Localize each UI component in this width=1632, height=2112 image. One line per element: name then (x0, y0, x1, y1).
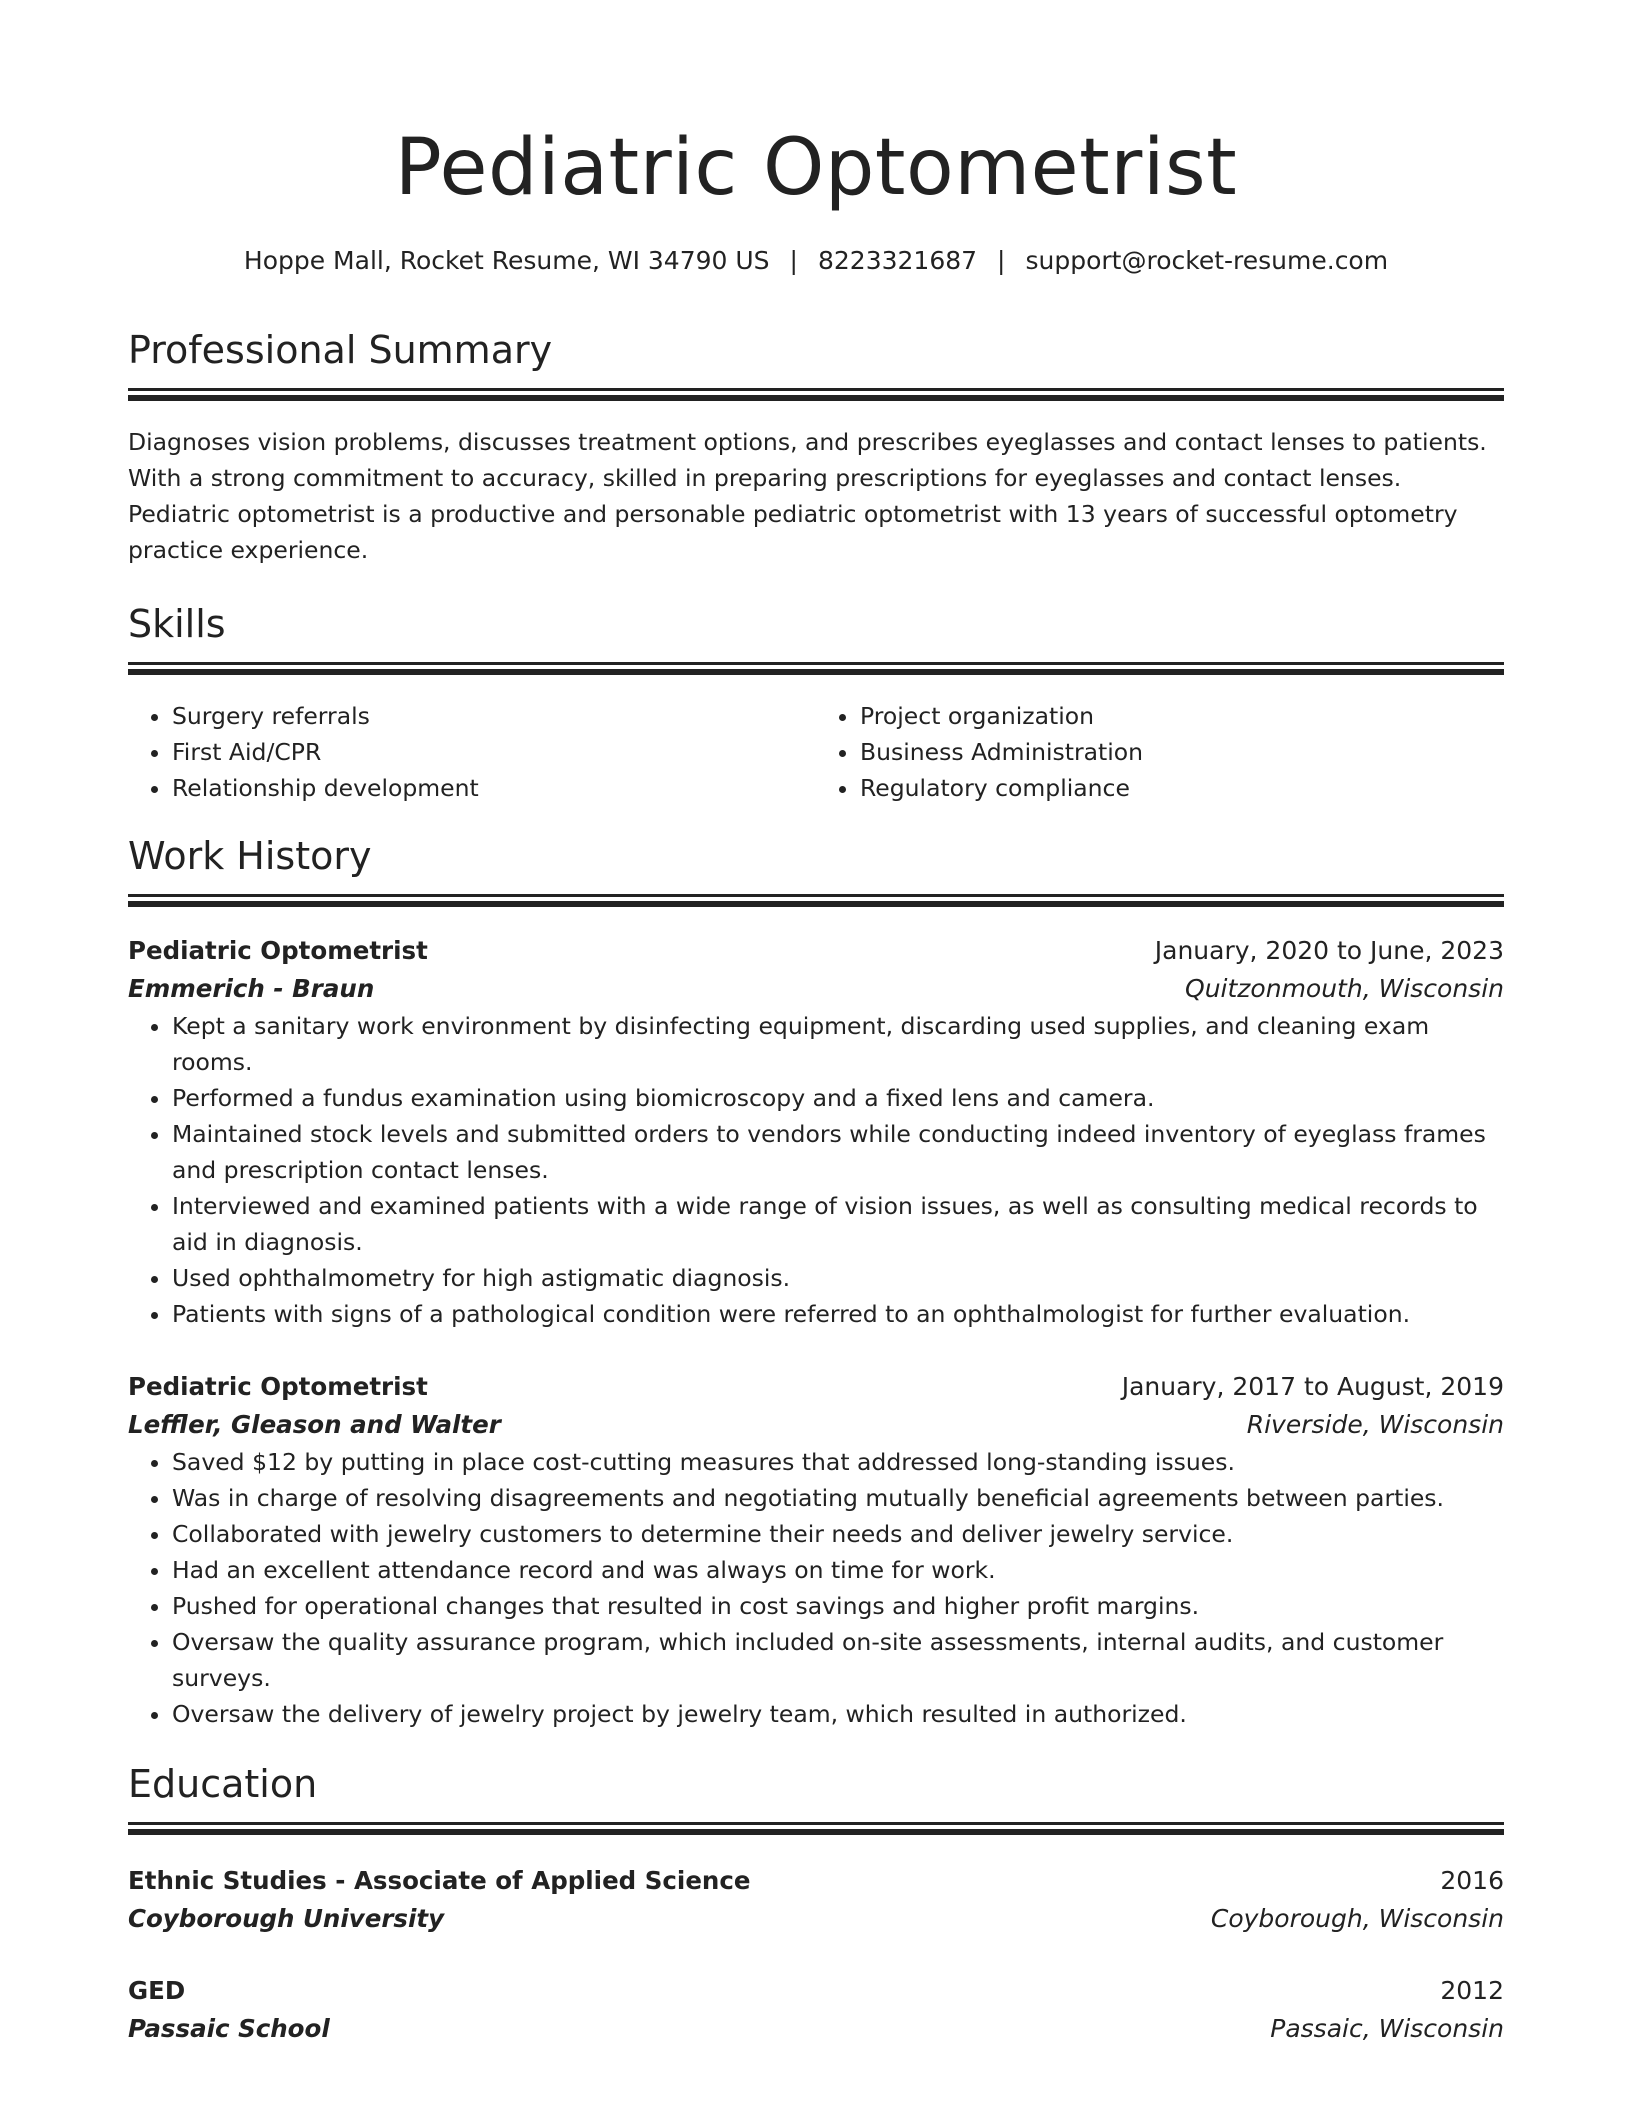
job-duty: • Oversaw the delivery of jewelry project by jewelry team, which resulted in authorized. (172, 1696, 1504, 1732)
skills-list-right (816, 698, 1504, 806)
job-duty: • Kept a sanitary work environment by disinfecting equipment, discarding used supplies, and cleaning exam rooms. (172, 1008, 1504, 1080)
education-school: Coyborough University (128, 1904, 445, 1933)
contact-separator: | (997, 246, 1006, 275)
job-title: Pediatric Optometrist (128, 936, 428, 965)
job-duty: • Had an excellent attendance record and was always on time for work. (172, 1552, 1504, 1588)
skill-item: • Regulatory compliance (860, 770, 1504, 806)
skill-item: • Project organization (860, 698, 1504, 734)
skills-section (128, 600, 1504, 806)
skill-item: • First Aid/CPR (172, 734, 816, 770)
job-duty: • Saved $12 by putting in place cost-cutting measures that addressed long-standing issues. (172, 1444, 1504, 1480)
education-school: Passaic School (128, 2014, 330, 2043)
contact-phone: 8223321687 (817, 246, 978, 275)
education-entry (128, 1862, 1504, 1938)
contact-email: support@rocket-resume.com (1025, 246, 1389, 275)
education-subheader (128, 2010, 1504, 2048)
education-subheader (128, 1900, 1504, 1938)
job-dates: January, 2017 to August, 2019 (1121, 1372, 1504, 1401)
job-duty: • Maintained stock levels and submitted orders to vendors while conducting indeed inventory of eyeglass frames and prescription contact lenses. (172, 1116, 1504, 1188)
job-duty: • Interviewed and examined patients with a wide range of vision issues, as well as consulting medical records to aid in diagnosis. (172, 1188, 1504, 1260)
job-duty: • Was in charge of resolving disagreements and negotiating mutually beneficial agreements between parties. (172, 1480, 1504, 1516)
section-divider (128, 894, 1504, 916)
job-company: Leffler, Gleason and Walter (128, 1410, 501, 1439)
education-header (128, 1972, 1504, 2010)
job-duty: • Used ophthalmometry for high astigmatic diagnosis. (172, 1260, 1504, 1296)
job-duty: • Performed a fundus examination using biomicroscopy and a fixed lens and camera. (172, 1080, 1504, 1116)
education-degree: Ethnic Studies - Associate of Applied Science (128, 1866, 751, 1895)
summary-section (128, 326, 1504, 568)
education-year: 2012 (1440, 1976, 1504, 2005)
section-divider (128, 1822, 1504, 1844)
section-divider (128, 388, 1504, 410)
section-title-education: Education (128, 1762, 318, 1806)
summary-text: Diagnoses vision problems, discusses treatment options, and prescribes eyeglasses and contact lenses to patients. With a strong commitment to accuracy, skilled in preparing prescriptions for eyeglasses and contact lenses. Pediatric optometrist is a productive and personable pediatric optometrist with 13 years of successful optometry practice experience. (128, 428, 1487, 564)
job-header (128, 1368, 1504, 1406)
education-header (128, 1862, 1504, 1900)
job-company: Emmerich - Braun (128, 974, 375, 1003)
skill-item: • Relationship development (172, 770, 816, 806)
skills-grid (128, 698, 1504, 806)
candidate-name: Pediatric Optometrist (394, 123, 1238, 213)
section-title-work: Work History (128, 834, 372, 878)
job-duty: • Collaborated with jewelry customers to determine their needs and deliver jewelry service. (172, 1516, 1504, 1552)
contact-separator: | (789, 246, 798, 275)
skill-item: • Business Administration (860, 734, 1504, 770)
job-duty: • Pushed for operational changes that resulted in cost savings and higher profit margins. (172, 1588, 1504, 1624)
job-duty: • Patients with signs of a pathological condition were referred to an ophthalmologist for further evaluation. (172, 1296, 1504, 1332)
skills-list-left (128, 698, 816, 806)
job-entry (128, 932, 1504, 1332)
job-entry (128, 1368, 1504, 1732)
skill-item: • Surgery referrals (172, 698, 816, 734)
contact-line (128, 244, 1504, 278)
contact-address: Hoppe Mall, Rocket Resume, WI 34790 US (243, 246, 770, 275)
section-title-skills: Skills (128, 602, 226, 646)
job-dates: January, 2020 to June, 2023 (1154, 936, 1504, 965)
job-header (128, 932, 1504, 970)
job-location: Quitzonmouth, Wisconsin (1185, 974, 1504, 1003)
education-degree: GED (128, 1976, 186, 2005)
section-divider (128, 662, 1504, 684)
work-history-section (128, 832, 1504, 1732)
section-title-summary: Professional Summary (128, 328, 553, 372)
job-location: Riverside, Wisconsin (1246, 1410, 1504, 1439)
education-year: 2016 (1440, 1866, 1504, 1895)
education-entry (128, 1972, 1504, 2048)
job-title: Pediatric Optometrist (128, 1372, 428, 1401)
job-subheader (128, 970, 1504, 1008)
education-location: Passaic, Wisconsin (1270, 2014, 1504, 2043)
job-duties-list (128, 1008, 1504, 1332)
education-location: Coyborough, Wisconsin (1210, 1904, 1504, 1933)
education-section (128, 1760, 1504, 2048)
job-subheader (128, 1406, 1504, 1444)
job-duties-list (128, 1444, 1504, 1732)
job-duty: • Oversaw the quality assurance program, which included on-site assessments, internal audits, and customer surveys. (172, 1624, 1504, 1696)
